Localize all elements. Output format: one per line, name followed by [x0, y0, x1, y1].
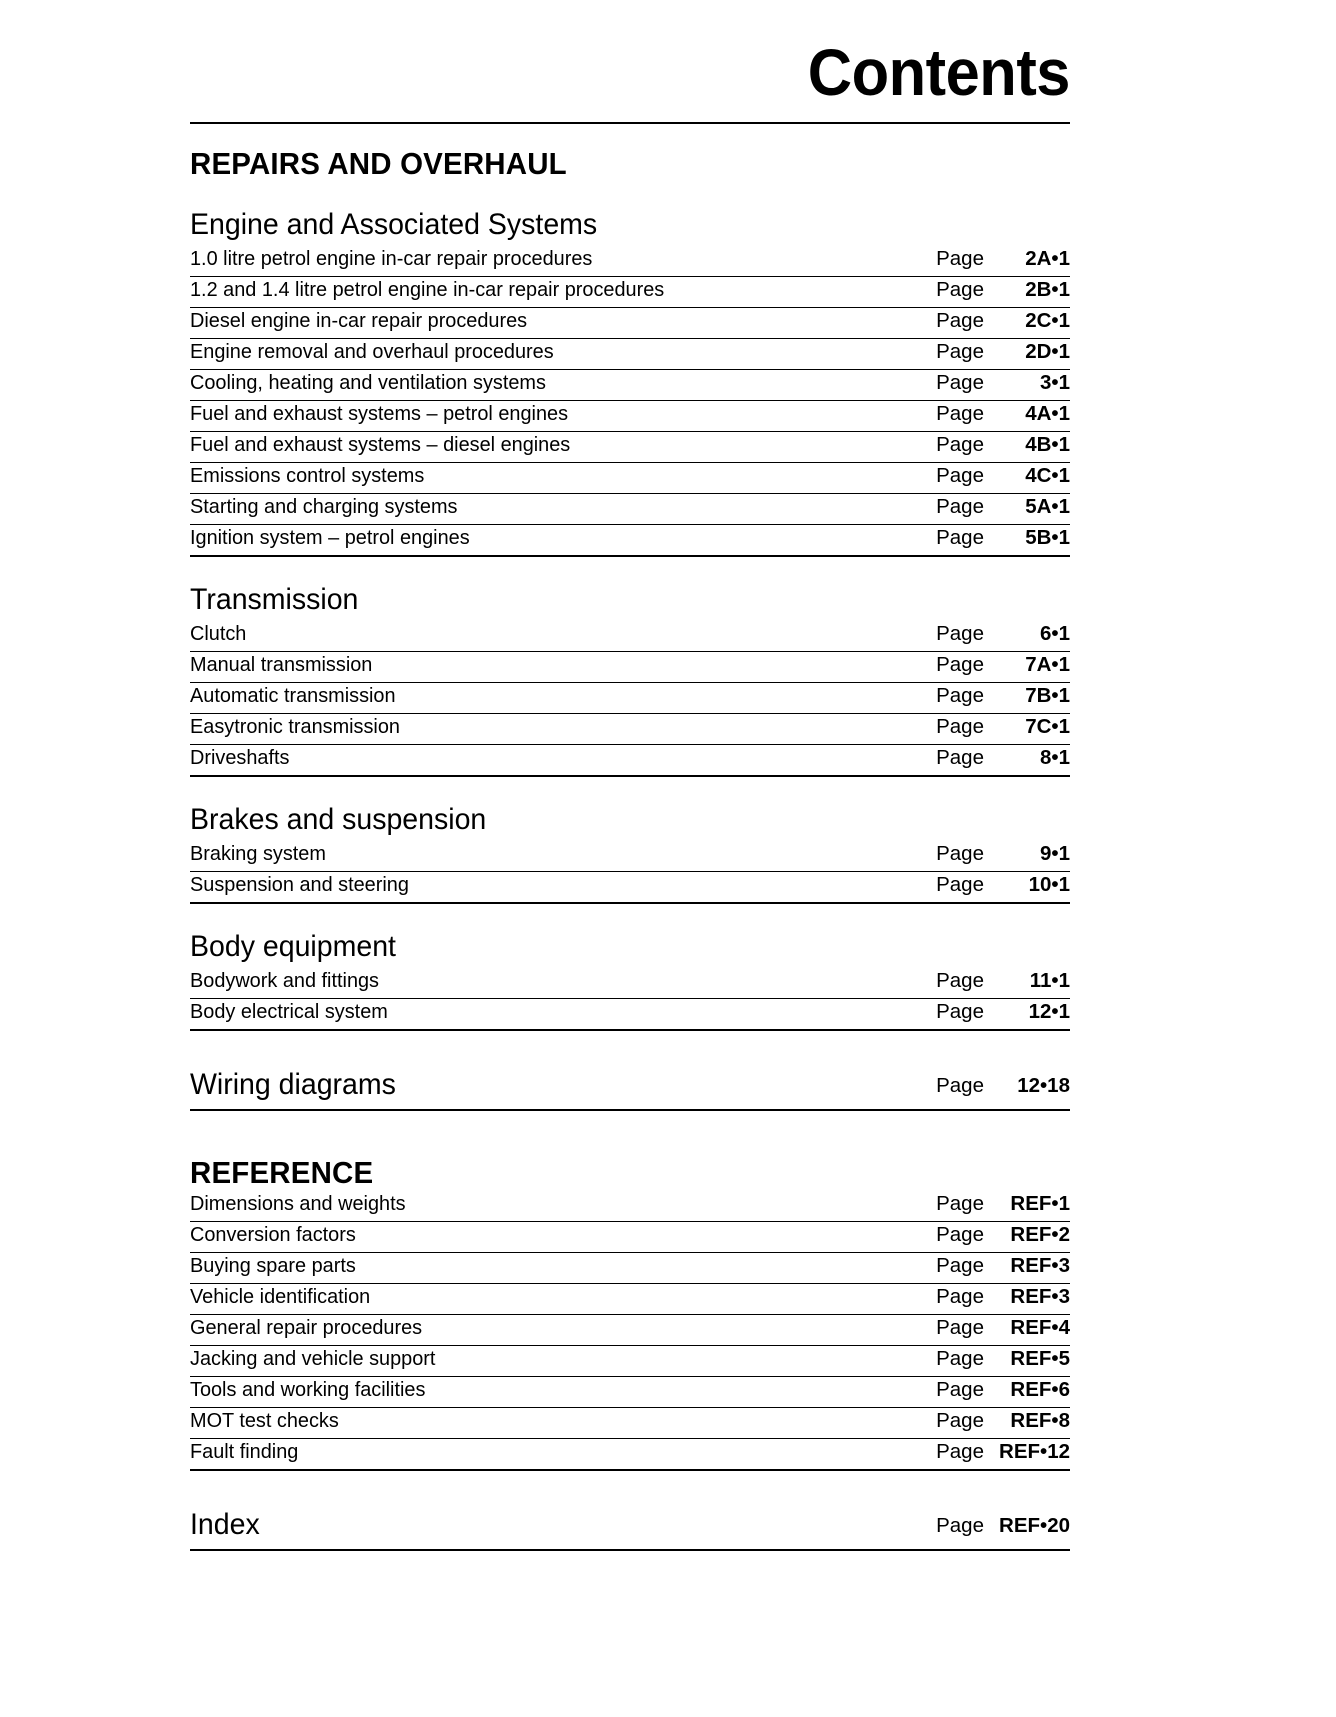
- contents-row-page: [936, 1192, 1070, 1216]
- title-divider: [190, 122, 1070, 124]
- page-label: Page: [936, 1254, 984, 1277]
- group-heading-brakes-and-suspension: Brakes and suspension: [190, 803, 487, 836]
- page-reference: 4B•1: [1025, 433, 1070, 456]
- part-heading-reference: REFERENCE: [190, 1155, 374, 1190]
- contents-row[interactable]: [190, 841, 1070, 872]
- page-reference: REF•5: [1010, 1347, 1070, 1370]
- contents-row-page: [936, 495, 1070, 519]
- contents-row-label: Conversion factors: [190, 1223, 356, 1246]
- contents-row[interactable]: [190, 1377, 1070, 1408]
- contents-row-label: Manual transmission: [190, 653, 373, 676]
- contents-row-page: [936, 1316, 1070, 1340]
- contents-row-page: [936, 1409, 1070, 1433]
- page-title: Contents: [807, 35, 1070, 109]
- contents-row-page: [936, 1254, 1070, 1278]
- page-reference: REF•6: [1010, 1378, 1070, 1401]
- contents-row-label: Clutch: [190, 622, 247, 645]
- contents-row[interactable]: [190, 1439, 1070, 1471]
- page-label: Page: [936, 309, 984, 332]
- contents-row-page: [936, 1347, 1070, 1371]
- page-reference: 5A•1: [1025, 495, 1070, 518]
- contents-row-label: Ignition system – petrol engines: [190, 526, 470, 549]
- page-reference: 11•1: [1029, 969, 1070, 992]
- page-label: Page: [936, 1409, 984, 1432]
- contents-row[interactable]: [190, 1284, 1070, 1315]
- contents-row-page: [936, 715, 1070, 739]
- contents-row[interactable]: [190, 246, 1070, 277]
- contents-row-page: [936, 278, 1070, 302]
- contents-row-page: [936, 1000, 1070, 1024]
- contents-row-label: MOT test checks: [190, 1409, 339, 1432]
- page-label: Page: [936, 1223, 984, 1246]
- contents-row[interactable]: [190, 432, 1070, 463]
- contents-row[interactable]: [190, 370, 1070, 401]
- page-label: Page: [936, 526, 984, 549]
- group-reference-entries: [190, 1191, 1070, 1471]
- contents-row-page: [936, 746, 1070, 770]
- contents-row-page: [936, 1285, 1070, 1309]
- page-label: Page: [936, 495, 984, 518]
- contents-row-page: [936, 464, 1070, 488]
- contents-row-label: Diesel engine in-car repair procedures: [190, 309, 528, 332]
- group-transmission: [190, 583, 1070, 777]
- contents-row[interactable]: [190, 652, 1070, 683]
- contents-row-page: [936, 433, 1070, 457]
- page-label: Page: [936, 371, 984, 394]
- contents-row-page: [936, 1223, 1070, 1247]
- contents-row-label: Starting and charging systems: [190, 495, 458, 518]
- contents-row-label: Engine removal and overhaul procedures: [190, 340, 554, 363]
- parts-container: [190, 146, 1070, 1551]
- page-reference: 4C•1: [1025, 464, 1070, 487]
- page-reference: 2B•1: [1025, 278, 1070, 301]
- page-label: Page: [936, 1074, 984, 1097]
- contents-row[interactable]: [190, 683, 1070, 714]
- contents-row-page: [936, 1440, 1070, 1464]
- page-reference: 8•1: [1040, 746, 1070, 769]
- contents-row-label: Emissions control systems: [190, 464, 425, 487]
- page-reference: 9•1: [1040, 842, 1070, 865]
- contents-row-index[interactable]: [190, 1507, 1070, 1551]
- part-reference: [190, 1155, 1070, 1551]
- page-label: Page: [936, 1000, 984, 1023]
- group-body-equipment: [190, 930, 1070, 1031]
- contents-inner: [190, 0, 1070, 1551]
- group-engine-and-associated-systems: [190, 208, 1070, 557]
- contents-row-page: [936, 1074, 1070, 1098]
- contents-row-label: Buying spare parts: [190, 1254, 356, 1277]
- contents-row[interactable]: [190, 1253, 1070, 1284]
- page-label: Page: [936, 1316, 984, 1339]
- contents-row[interactable]: [190, 463, 1070, 494]
- page-label: Page: [936, 653, 984, 676]
- contents-row-page: [936, 309, 1070, 333]
- page-label: Page: [936, 1514, 984, 1537]
- contents-row[interactable]: [190, 1191, 1070, 1222]
- contents-row[interactable]: [190, 968, 1070, 999]
- contents-row-label: 1.2 and 1.4 litre petrol engine in-car repair procedures: [190, 278, 665, 301]
- title-bar: [190, 36, 1070, 108]
- page-label: Page: [936, 1285, 984, 1308]
- page-label: Page: [936, 715, 984, 738]
- page-reference: 12•18: [1017, 1074, 1070, 1097]
- contents-row-label: Cooling, heating and ventilation systems: [190, 371, 546, 394]
- page-reference: 7B•1: [1025, 684, 1070, 707]
- page-label: Page: [936, 1440, 984, 1463]
- contents-row-label: Suspension and steering: [190, 873, 409, 896]
- group-heading-engine-and-associated-systems: Engine and Associated Systems: [190, 208, 598, 241]
- contents-row[interactable]: [190, 872, 1070, 904]
- contents-row-page: [936, 873, 1070, 897]
- contents-row-page: [936, 684, 1070, 708]
- contents-row-label: Braking system: [190, 842, 326, 865]
- contents-row-page: [936, 622, 1070, 646]
- contents-row-page: [936, 969, 1070, 993]
- contents-row-label: 1.0 litre petrol engine in-car repair procedures: [190, 247, 593, 270]
- contents-row[interactable]: [190, 401, 1070, 432]
- contents-row[interactable]: [190, 745, 1070, 777]
- page-label: Page: [936, 684, 984, 707]
- page-reference: REF•4: [1010, 1316, 1070, 1339]
- contents-row-page: [936, 340, 1070, 364]
- contents-row-page: [936, 247, 1070, 271]
- part-heading-repairs-and-overhaul: REPAIRS AND OVERHAUL: [190, 146, 567, 181]
- page-reference: 2D•1: [1025, 340, 1070, 363]
- page-reference: 6•1: [1040, 622, 1070, 645]
- contents-row[interactable]: [190, 714, 1070, 745]
- contents-row-label: Fuel and exhaust systems – diesel engines: [190, 433, 571, 456]
- contents-row-label: Driveshafts: [190, 746, 290, 769]
- page-reference: REF•3: [1010, 1285, 1070, 1308]
- contents-row[interactable]: [190, 277, 1070, 308]
- contents-row[interactable]: [190, 494, 1070, 525]
- page-label: Page: [936, 340, 984, 363]
- contents-row[interactable]: [190, 621, 1070, 652]
- contents-row-page: [936, 402, 1070, 426]
- contents-row-label: Wiring diagrams: [190, 1068, 396, 1101]
- contents-row-page: [936, 371, 1070, 395]
- page-reference: REF•1: [1010, 1192, 1070, 1215]
- contents-row-label: Fuel and exhaust systems – petrol engines: [190, 402, 569, 425]
- contents-row[interactable]: [190, 339, 1070, 370]
- contents-row-page: [936, 526, 1070, 550]
- contents-row-page: [936, 1378, 1070, 1402]
- page-reference: REF•20: [999, 1514, 1070, 1537]
- page-label: Page: [936, 969, 984, 992]
- part-repairs-and-overhaul: [190, 146, 1070, 1111]
- contents-row[interactable]: [190, 1315, 1070, 1346]
- contents-row[interactable]: [190, 1346, 1070, 1377]
- page-label: Page: [936, 842, 984, 865]
- page-label: Page: [936, 873, 984, 896]
- contents-row-label: Jacking and vehicle support: [190, 1347, 436, 1370]
- page-reference: REF•12: [999, 1440, 1070, 1463]
- page-label: Page: [936, 433, 984, 456]
- contents-row-label: Index: [190, 1508, 260, 1541]
- contents-row-label: Automatic transmission: [190, 684, 396, 707]
- contents-row-label: Body electrical system: [190, 1000, 388, 1023]
- contents-row-label: Vehicle identification: [190, 1285, 371, 1308]
- contents-row-label: Tools and working facilities: [190, 1378, 426, 1401]
- contents-row-page: [936, 1514, 1070, 1538]
- page-reference: 12•1: [1028, 1000, 1070, 1023]
- contents-row-label: Fault finding: [190, 1440, 299, 1463]
- page-reference: REF•8: [1010, 1409, 1070, 1432]
- group-heading-body-equipment: Body equipment: [190, 930, 396, 963]
- contents-row[interactable]: [190, 1408, 1070, 1439]
- page-reference: 4A•1: [1025, 402, 1070, 425]
- contents-row[interactable]: [190, 525, 1070, 557]
- page-reference: 5B•1: [1025, 526, 1070, 549]
- page-label: Page: [936, 1347, 984, 1370]
- page-label: Page: [936, 746, 984, 769]
- contents-row-label: General repair procedures: [190, 1316, 423, 1339]
- page-label: Page: [936, 247, 984, 270]
- contents-row[interactable]: [190, 308, 1070, 339]
- page-reference: 7C•1: [1025, 715, 1070, 738]
- page-label: Page: [936, 402, 984, 425]
- contents-row-label: Easytronic transmission: [190, 715, 400, 738]
- page-label: Page: [936, 1192, 984, 1215]
- page-reference: 10•1: [1028, 873, 1070, 896]
- page-label: Page: [936, 1378, 984, 1401]
- contents-row[interactable]: [190, 999, 1070, 1031]
- page-reference: REF•3: [1010, 1254, 1070, 1277]
- page-reference: 2A•1: [1025, 247, 1070, 270]
- page-label: Page: [936, 464, 984, 487]
- page-reference: 2C•1: [1025, 309, 1070, 332]
- page-label: Page: [936, 622, 984, 645]
- group-heading-transmission: Transmission: [190, 583, 359, 616]
- contents-row-page: [936, 653, 1070, 677]
- page-label: Page: [936, 278, 984, 301]
- page-reference: 3•1: [1040, 371, 1070, 394]
- group-brakes-and-suspension: [190, 803, 1070, 904]
- contents-row[interactable]: [190, 1222, 1070, 1253]
- page-reference: REF•2: [1010, 1223, 1070, 1246]
- contents-row-label: Dimensions and weights: [190, 1192, 406, 1215]
- contents-row-label: Bodywork and fittings: [190, 969, 380, 992]
- contents-row-page: [936, 842, 1070, 866]
- page-reference: 7A•1: [1025, 653, 1070, 676]
- contents-row-wiring-diagrams[interactable]: [190, 1067, 1070, 1111]
